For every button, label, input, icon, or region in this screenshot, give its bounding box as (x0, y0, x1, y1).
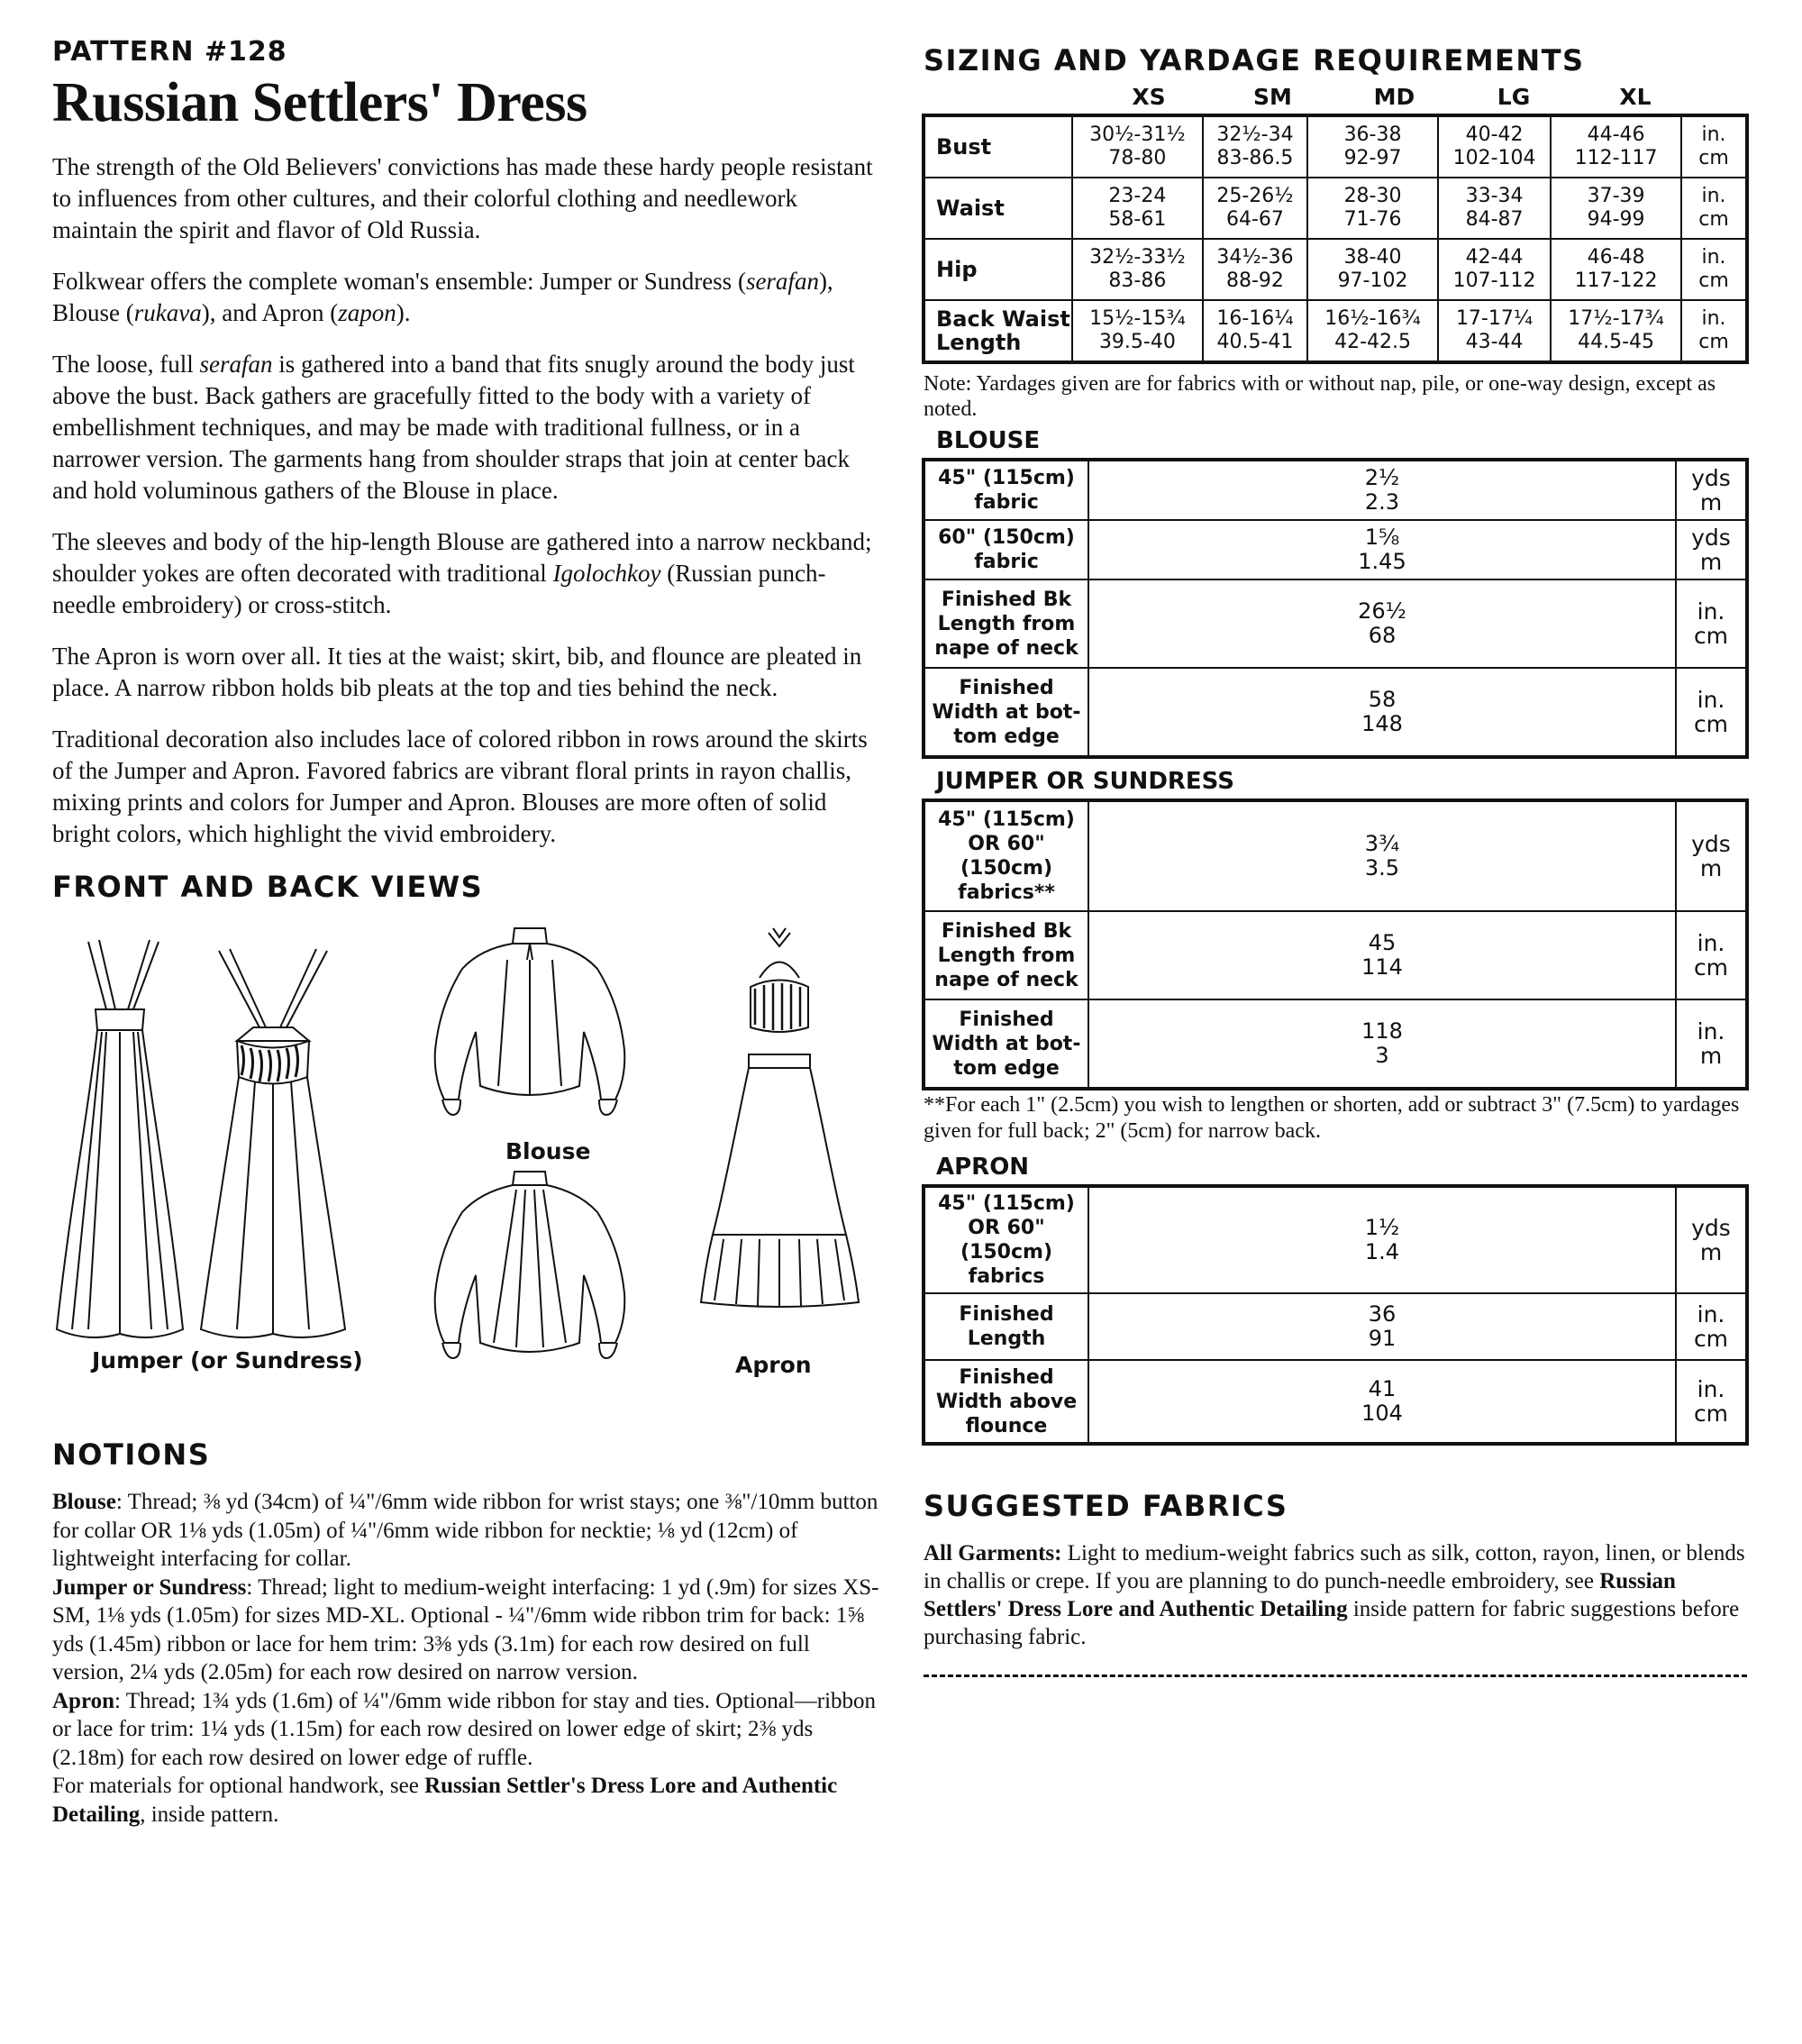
label-line: Width at bot- (932, 700, 1081, 724)
label-line: 45" (115cm) (938, 808, 1075, 831)
notions-apron (52, 1687, 881, 1773)
unit: cm (1693, 711, 1729, 737)
value: 1⅝ (1364, 525, 1400, 550)
table-row (924, 999, 1746, 1088)
intro-paragraph-1: The strength of the Old Believers' convictions has made these hardy people resistant to influences from other cultures, and their colorful clothing and needlework maintain the spirit and flavor of Old Russia. (52, 153, 873, 243)
cell-in: 17½-17¾ (1568, 307, 1664, 330)
value-cell (1088, 911, 1676, 999)
size-header: XL (1619, 83, 1652, 110)
text-run: is gathered into a band that fits snugly around the body just above the bust. Back gathers are gracefully fitted to the body with a variety of embellishment techniques, and may be made with traditional fullness, or in a narrower version. The garments hang from shoulder straps that join at center back and hold voluminous gathers of the Blouse in place. (52, 351, 855, 504)
table-cell (1438, 178, 1551, 239)
label-line: OR 60" (968, 833, 1045, 855)
value: 36 (1368, 1301, 1397, 1327)
notions-jumper-text: : Thread; light to medium-weight interfacing: 1 yd (.9m) for sizes XS-SM, 1⅛ yds (1.05m) for sizes MD-XL. Optional - ¼"/6mm wide ribbon trim for back: 1⅝ yds (1.45m) ribbon or lace for hem trim: 3⅜ yds (3.1m) for each row desired on full version, 2¼ yds (2.05m) for each row desired on narrow version. (52, 1574, 879, 1684)
cell-cm: 40.5-41 (1216, 331, 1294, 353)
unit: m (1699, 1239, 1723, 1265)
unit: yds (1691, 525, 1731, 551)
views-heading: FRONT AND BACK VIEWS (52, 870, 484, 904)
value: 3 (1375, 1043, 1389, 1068)
table-row (924, 579, 1746, 668)
row-label (924, 999, 1088, 1088)
notions-heading: NOTIONS (52, 1437, 211, 1472)
cell-cm: 83-86 (1108, 269, 1167, 292)
value: 3.5 (1364, 855, 1400, 881)
table-cell (1438, 239, 1551, 300)
table-row (924, 1187, 1746, 1293)
row-label-line: Back Waist (936, 306, 1070, 332)
value-cell (1088, 1360, 1676, 1443)
cell-cm: 97-102 (1337, 269, 1408, 292)
value: 2½ (1364, 465, 1400, 490)
unit-cell (1676, 999, 1746, 1088)
table-cell (1072, 300, 1203, 361)
cell-cm: 84-87 (1465, 208, 1524, 231)
cell-cm: 88-92 (1226, 269, 1284, 292)
value: 58 (1368, 687, 1397, 712)
cell-in: 15½-15¾ (1089, 307, 1186, 330)
italic-term: rukava (133, 299, 202, 326)
left-column (52, 36, 881, 1829)
blouse-label: Blouse (505, 1138, 591, 1164)
unit: m (1699, 1043, 1723, 1069)
jumper-table (924, 800, 1747, 1089)
unit-cell (1676, 520, 1746, 579)
notions-blouse-label: Blouse (52, 1490, 116, 1514)
cell-in: 33-34 (1465, 185, 1524, 207)
unit: in. (1697, 687, 1725, 713)
table-cell (1551, 239, 1681, 300)
table-cell (1203, 178, 1307, 239)
label-line: fabrics (968, 1265, 1045, 1288)
row-label (924, 1293, 1088, 1360)
size-header-row (1014, 78, 1752, 115)
cell-in: 32½-34 (1216, 123, 1294, 146)
unit: m (1699, 549, 1723, 575)
label-line: Length (967, 1328, 1046, 1350)
text-run: Russian Settlers' Dress Lore and Authentic Detailing (924, 1569, 1676, 1621)
apron-label: Apron (735, 1352, 812, 1378)
cell-in: 17-17¼ (1455, 307, 1534, 330)
label-line: Width at bot- (932, 1032, 1081, 1055)
label-line: Length from (937, 944, 1076, 967)
value-cell (1088, 801, 1676, 911)
italic-term: serafan (199, 351, 273, 378)
value: 114 (1361, 954, 1403, 980)
garment-illustrations (52, 915, 881, 1419)
label-line: tom edge (953, 1056, 1060, 1080)
notions-jumper (52, 1574, 881, 1687)
table-cell (1307, 239, 1438, 300)
table-cell (1551, 116, 1681, 178)
table-cell (1072, 116, 1203, 178)
label-line: Width above (935, 1390, 1078, 1413)
cell-in: 16½-16¾ (1324, 307, 1421, 330)
text-run: , inside pattern. (140, 1802, 279, 1827)
value-cell (1088, 668, 1676, 756)
row-label (924, 1187, 1088, 1293)
label-line: Length from (937, 612, 1076, 635)
jumper-heading: JUMPER OR SUNDRESS (936, 768, 1234, 795)
apron-table (924, 1186, 1747, 1444)
unit: yds (1691, 831, 1731, 857)
unit-cell (1676, 1360, 1746, 1443)
notions-jumper-label: Jumper or Sundress (52, 1574, 247, 1600)
notions-apron-label: Apron (52, 1688, 115, 1713)
label-line: fabric (974, 491, 1039, 514)
text-run: inside pattern for fabric suggestions before purchasing fabric. (924, 1597, 1740, 1649)
unit: in. (1701, 123, 1726, 146)
row-label (924, 911, 1088, 999)
value: 3¾ (1364, 831, 1400, 856)
table-row (924, 668, 1746, 756)
jumper-front-drawing (52, 933, 187, 1347)
row-label: Waist (924, 178, 1072, 239)
cell-in: 28-30 (1343, 185, 1402, 207)
cell-cm: 83-86.5 (1216, 147, 1294, 169)
table-row (924, 520, 1746, 579)
notions-blouse (52, 1488, 881, 1574)
unit: in. (1697, 1018, 1725, 1045)
table-row (924, 1293, 1746, 1360)
unit-cell (1676, 461, 1746, 520)
unit: m (1699, 855, 1723, 881)
cell-cm: 39.5-40 (1098, 331, 1176, 353)
italic-term: zapon (338, 299, 396, 326)
value: 1½ (1364, 1215, 1400, 1240)
table-row (924, 461, 1746, 520)
unit-cell (1681, 116, 1746, 178)
italic-term: Igolochkoy (552, 560, 661, 587)
row-label: Bust (924, 116, 1072, 178)
dashed-divider (924, 1674, 1747, 1677)
table-row (924, 178, 1746, 239)
table-cell (1203, 300, 1307, 361)
cell-in: 23-24 (1108, 185, 1167, 207)
cell-in: 38-40 (1343, 246, 1402, 269)
label-line: OR 60" (968, 1217, 1045, 1239)
fabrics-label: All Garments: (924, 1541, 1062, 1565)
unit-cell (1676, 668, 1746, 756)
label-line: 60" (150cm) (938, 526, 1075, 549)
size-header: XS (1132, 83, 1166, 110)
size-header: LG (1497, 83, 1531, 110)
table-cell (1307, 116, 1438, 178)
label-line: Finished (959, 676, 1054, 699)
label-line: nape of neck (934, 636, 1078, 660)
italic-term: serafan (745, 268, 819, 295)
unit: yds (1691, 465, 1731, 491)
apron-drawing (696, 924, 863, 1311)
label-line: Finished (959, 1303, 1054, 1326)
cell-in: 25-26½ (1216, 185, 1294, 207)
cell-cm: 117-122 (1574, 269, 1658, 292)
value-cell (1088, 1187, 1676, 1293)
text-run: Light to medium-weight fabrics such as silk, cotton, rayon, linen, or blends in challis or crepe. If you are planning to do punch-needle embroidery, see (924, 1541, 1745, 1593)
row-label (924, 801, 1088, 911)
unit: cm (1698, 269, 1729, 292)
unit: in. (1701, 185, 1726, 207)
unit-cell (1681, 178, 1746, 239)
jumper-footnote: **For each 1" (2.5cm) you wish to lengthen or shorten, add or subtract 3" (7.5cm) to yardages given for full back; 2" (5cm) for narrow back. (924, 1093, 1740, 1143)
value: 41 (1368, 1376, 1397, 1401)
cell-in: 46-48 (1587, 246, 1645, 269)
notions-apron-text: : Thread; 1¾ yds (1.6m) of ¼"/6mm wide ribbon for stay and ties. Optional—ribbon or lace for trim: 1¼ yds (1.15m) for each row desired on lower edge of skirt; 2⅜ yds (2.18m) for each row desired on lower edge of ruffle. (52, 1688, 877, 1770)
text-run: The sleeves and body of the hip-length Blouse are gathered into a narrow neckband; shoulder yokes are often decorated with traditional (52, 528, 872, 587)
table-cell (1307, 178, 1438, 239)
cell-cm: 42-42.5 (1334, 331, 1411, 353)
table-cell (1072, 239, 1203, 300)
label-line: (150cm) (960, 1241, 1052, 1264)
value: 1.45 (1358, 549, 1406, 574)
cell-cm: 43-44 (1465, 331, 1524, 353)
row-label-line: Length (936, 330, 1022, 355)
page-title: Russian Settlers' Dress (52, 72, 587, 133)
unit-cell (1676, 1187, 1746, 1293)
unit: yds (1691, 1215, 1731, 1241)
row-label (924, 1360, 1088, 1443)
cell-in: 34½-36 (1216, 246, 1294, 269)
jumper-back-drawing (192, 933, 354, 1347)
value: 148 (1361, 711, 1403, 736)
cell-cm: 71-76 (1343, 208, 1402, 231)
blouse-front-drawing (426, 924, 633, 1131)
unit-cell (1676, 801, 1746, 911)
unit: cm (1698, 208, 1729, 231)
sizing-table (924, 115, 1747, 362)
text-run: Folkwear offers the complete woman's ensemble: Jumper or Sundress ( (52, 268, 746, 295)
label-line: flounce (965, 1414, 1048, 1437)
text-run: Russian Settler's Dress Lore and Authentic Detailing (52, 1774, 838, 1827)
intro-paragraph-3 (52, 349, 881, 506)
table-cell (1551, 178, 1681, 239)
blouse-table (924, 460, 1747, 757)
unit: cm (1693, 623, 1729, 649)
unit: cm (1693, 1401, 1729, 1427)
cell-in: 36-38 (1343, 123, 1402, 146)
cell-in: 42-44 (1465, 246, 1524, 269)
table-cell (1203, 239, 1307, 300)
cell-cm: 112-117 (1574, 147, 1658, 169)
value: 1.4 (1364, 1239, 1400, 1264)
table-cell (1551, 300, 1681, 361)
table-row (924, 801, 1746, 911)
cell-cm: 44.5-45 (1578, 331, 1655, 353)
text-run: ). (396, 299, 411, 326)
cell-cm: 78-80 (1108, 147, 1167, 169)
cell-in: 30½-31½ (1089, 123, 1186, 146)
table-row (924, 239, 1746, 300)
unit: cm (1693, 954, 1729, 981)
value: 91 (1368, 1326, 1397, 1351)
cell-cm: 107-112 (1452, 269, 1536, 292)
label-line: Finished Bk (941, 919, 1072, 943)
row-label (924, 461, 1088, 520)
label-line: Finished (959, 1365, 1054, 1389)
fabrics-heading: SUGGESTED FABRICS (924, 1489, 1288, 1523)
label-line: Finished (959, 1008, 1054, 1031)
intro-paragraph-2 (52, 266, 881, 329)
blouse-heading: BLOUSE (936, 427, 1041, 454)
unit: in. (1697, 930, 1725, 956)
notions-materials (52, 1772, 881, 1829)
unit: in. (1701, 307, 1726, 330)
notions-blouse-text: : Thread; ⅜ yd (34cm) of ¼"/6mm wide ribbon for wrist stays; one ⅜"/10mm button for collar OR 1⅛ yds (1.05m) of ¼"/6mm wide ribbon for necktie; ⅛ yd (12cm) of lightweight interfacing for collar. (52, 1490, 878, 1571)
row-label (924, 579, 1088, 668)
value: 118 (1361, 1018, 1403, 1044)
cell-in: 37-39 (1587, 185, 1645, 207)
row-label (924, 520, 1088, 579)
table-cell (1307, 300, 1438, 361)
intro-paragraph-5: The Apron is worn over all. It ties at the waist; skirt, bib, and flounce are pleated in place. A narrow ribbon holds bib pleats at the top and ties behind the neck. (52, 643, 862, 701)
text-run: ), and Apron ( (201, 299, 339, 326)
size-header: MD (1373, 83, 1415, 110)
text-run: The loose, full (52, 351, 200, 378)
right-column (924, 43, 1752, 1677)
label-line: tom edge (953, 725, 1060, 748)
intro-paragraph-4 (52, 526, 881, 621)
table-cell (1203, 116, 1307, 178)
label-line: Finished Bk (941, 588, 1072, 611)
label-line: (150cm) (960, 857, 1052, 880)
cell-cm: 92-97 (1343, 147, 1402, 169)
label-line: 45" (115cm) (938, 467, 1075, 489)
unit: m (1699, 489, 1723, 516)
table-cell (1438, 300, 1551, 361)
row-label: Hip (924, 239, 1072, 300)
sizing-heading: SIZING AND YARDAGE REQUIREMENTS (924, 43, 1585, 78)
text-run: (Russian punch-needle embroidery) or cross-stitch. (52, 560, 826, 618)
text-run: For materials for optional handwork, see (52, 1774, 425, 1798)
text-run: ), Blouse ( (52, 268, 833, 326)
value: 26½ (1358, 598, 1406, 624)
value-cell (1088, 579, 1676, 668)
cell-cm: 94-99 (1587, 208, 1645, 231)
value: 45 (1368, 930, 1397, 955)
table-cell (1072, 178, 1203, 239)
table-cell (1438, 116, 1551, 178)
apron-heading: APRON (936, 1154, 1030, 1181)
cell-cm: 64-67 (1226, 208, 1284, 231)
unit: cm (1693, 1326, 1729, 1352)
unit: in. (1701, 246, 1726, 269)
label-line: nape of neck (934, 968, 1078, 991)
unit: cm (1698, 147, 1729, 169)
size-header: SM (1253, 83, 1292, 110)
row-label (924, 300, 1072, 361)
row-label (924, 668, 1088, 756)
label-line: fabric (974, 551, 1039, 573)
label-line: 45" (115cm) (938, 1192, 1075, 1215)
notions-body (52, 1488, 881, 1829)
pattern-number: PATTERN #128 (52, 36, 287, 68)
yardage-note: Note: Yardages given are for fabrics with or without nap, pile, or one-way design, except as noted. (924, 372, 1716, 421)
label-line: fabrics** (958, 881, 1055, 904)
table-row (924, 911, 1746, 999)
unit-cell (1676, 911, 1746, 999)
unit: in. (1697, 1301, 1725, 1328)
unit: in. (1697, 598, 1725, 625)
cell-in: 32½-33½ (1089, 246, 1186, 269)
unit: cm (1698, 331, 1729, 353)
cell-in: 40-42 (1465, 123, 1524, 146)
unit-cell (1681, 300, 1746, 361)
value: 68 (1368, 623, 1397, 648)
table-row (924, 300, 1746, 361)
value-cell (1088, 520, 1676, 579)
value: 2.3 (1364, 489, 1400, 515)
intro-paragraph-6: Traditional decoration also includes lace of colored ribbon in rows around the skirts of the Jumper and Apron. Favored fabrics are vibrant floral prints in rayon challis, mixing prints and colors for Jumper and Apron. Blouses are more often of solid bright colors, which highlight the vivid embroidery. (52, 725, 868, 847)
blouse-back-drawing (426, 1167, 633, 1374)
jumper-label: Jumper (or Sundress) (92, 1347, 363, 1373)
unit-cell (1676, 579, 1746, 668)
value-cell (1088, 461, 1676, 520)
cell-in: 44-46 (1587, 123, 1645, 146)
unit: in. (1697, 1376, 1725, 1402)
value: 104 (1361, 1401, 1403, 1426)
fabrics-text (924, 1539, 1752, 1651)
unit-cell (1676, 1293, 1746, 1360)
cell-cm: 58-61 (1108, 208, 1167, 231)
cell-in: 16-16¼ (1216, 307, 1294, 330)
value-cell (1088, 1293, 1676, 1360)
cell-cm: 102-104 (1452, 147, 1536, 169)
unit-cell (1681, 239, 1746, 300)
value-cell (1088, 999, 1676, 1088)
table-row (924, 1360, 1746, 1443)
table-row (924, 116, 1746, 178)
